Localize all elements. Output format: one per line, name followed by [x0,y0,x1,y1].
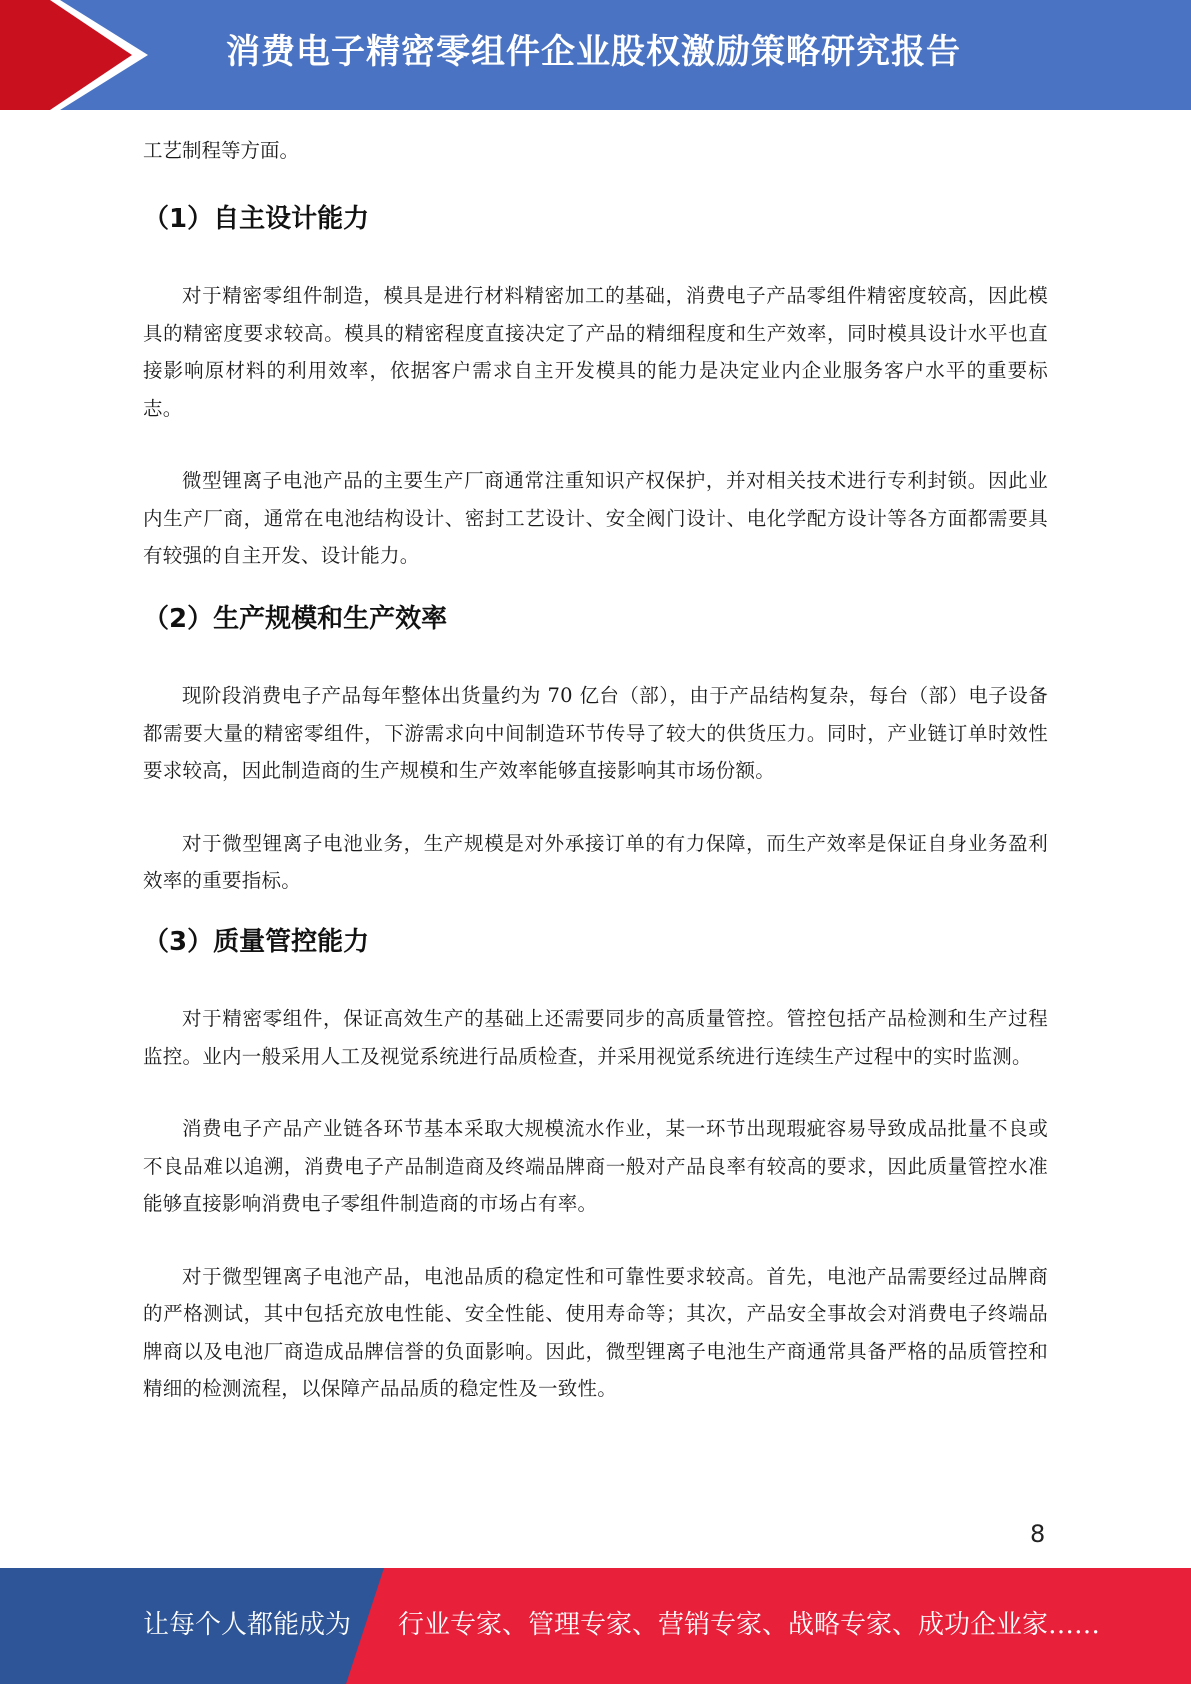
section-design-capability [143,202,1048,575]
paragraph: 对于精密零组件制造，模具是进行材料精密加工的基础，消费电子产品零组件精密度较高，因此模具的精密度要求较高。模具的精密程度直接决定了产品的精细程度和生产效率，同时模具设计水平也直接影响原材料的利用效率，依据客户需求自主开发模具的能力是决定业内企业服务客户水平的重要标志。 [143,284,1048,420]
paragraph: 对于微型锂离子电池业务，生产规模是对外承接订单的有力保障，而生产效率是保证自身业务盈利效率的重要指标。 [143,831,1048,892]
footer-slogan-right: 行业专家、管理专家、营销专家、战略专家、成功企业家…… [398,1610,1101,1640]
header-chevron-logo [0,0,160,110]
footer-slogan-left: 让每个人都能成为 [143,1610,352,1640]
section-quality-control [143,925,1048,1408]
paragraph: 对于精密零组件，保证高效生产的基础上还需要同步的高质量管控。管控包括产品检测和生产过程监控。业内一般采用人工及视觉系统进行品质检查，并采用视觉系统进行连续生产过程中的实时监测。 [143,1007,1048,1068]
page-footer [0,1568,1191,1684]
section-heading: （2）生产规模和生产效率 [143,604,448,634]
section-heading: （1）自主设计能力 [143,204,370,234]
paragraph: 消费电子产品产业链各环节基本采取大规模流水作业，某一环节出现瑕疵容易导致成品批量不良或不良品难以追溯，消费电子产品制造商及终端品牌商一般对产品良率有较高的要求，因此质量管控水准能够直接影响消费电子零组件制造商的市场占有率。 [143,1117,1048,1215]
lead-text: 工艺制程等方面。 [143,139,300,162]
page-header [0,0,1191,110]
paragraph: 现阶段消费电子产品每年整体出货量约为 70 亿台（部），由于产品结构复杂，每台（部）电子设备都需要大量的精密零组件，下游需求向中间制造环节传导了较大的供货压力。同时，产业链订单时效性要求较高，因此制造商的生产规模和生产效率能够直接影响其市场份额。 [143,684,1048,782]
section-production-scale [143,602,1048,900]
paragraph: 微型锂离子电池产品的主要生产厂商通常注重知识产权保护，并对相关技术进行专利封锁。因此业内生产厂商，通常在电池结构设计、密封工艺设计、安全阀门设计、电化学配方设计等各方面都需要具有较强的自主开发、设计能力。 [143,469,1048,567]
section-heading: （3）质量管控能力 [143,927,370,957]
paragraph: 对于微型锂离子电池产品，电池品质的稳定性和可靠性要求较高。首先，电池产品需要经过品牌商的严格测试，其中包括充放电性能、安全性能、使用寿命等；其次，产品安全事故会对消费电子终端品牌商以及电池厂商造成品牌信誉的负面影响。因此，微型锂离子电池生产商通常具备严格的品质管控和精细的检测流程，以保障产品品质的稳定性及一致性。 [143,1264,1048,1400]
report-title: 消费电子精密零组件企业股权激励策略研究报告 [226,32,961,72]
page-number: 8 [1030,1520,1046,1548]
